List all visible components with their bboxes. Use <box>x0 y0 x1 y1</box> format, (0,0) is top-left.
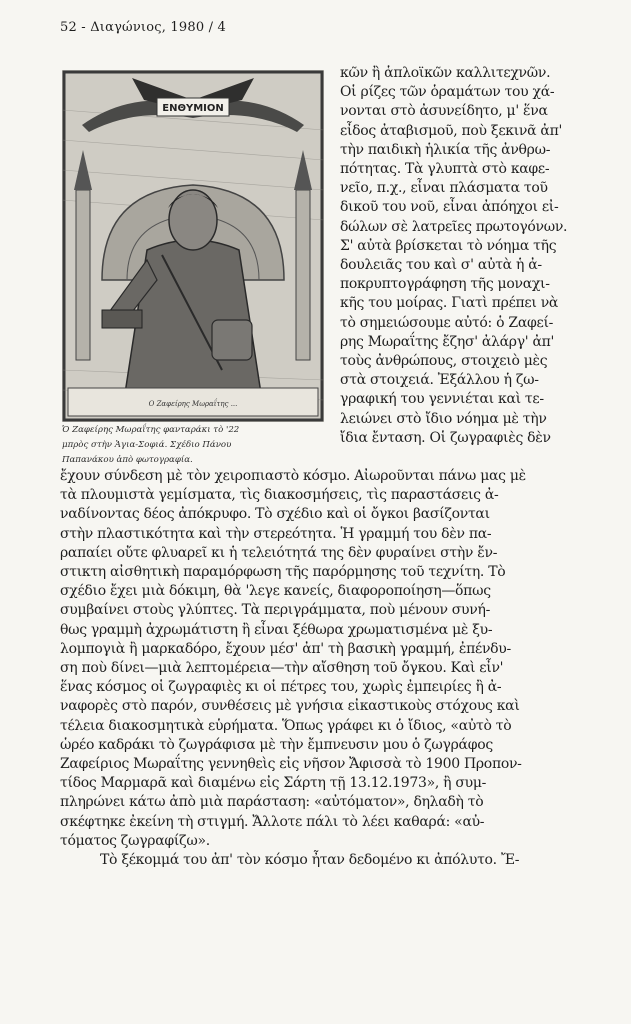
text-line: σχέδιο ἔχει μιὰ δόκιμη, θὰ 'λεγε κανείς, διαφοροποίηση—ὅπως <box>60 583 491 600</box>
text-line: τοὺς ἀνθρώπους, στοιχειὸ μὲς <box>340 353 548 370</box>
text-line: τίδος Μαρμαρᾶ καὶ διαμένω εἰς Σάρτη τῇ 13.12.1973», ἢ συμ- <box>60 775 487 792</box>
text-line: δώλων σὲ λατρεῖες πρωτογόνων. <box>340 218 568 235</box>
text-line: στικτη αἰσθητικὴ παραμόρφωση τῆς παρόρμησης τοῦ τεχνίτη. Τὸ <box>60 564 506 581</box>
text-line: σκέφτηκε ἐκείνη τὴ στιγμή. Ἄλλοτε πάλι τὸ λέει καθαρά: «αὐ- <box>60 813 485 830</box>
figure-caption <box>62 423 330 468</box>
text-line: ποκρυπτογράφηση τῆς μοναχι- <box>340 276 550 293</box>
text-line: τέλεια διακοσμητικὰ εὑρήματα. Ὅπως γράφει κι ὁ ἴδιος, «αὐτὸ τὸ <box>60 717 512 734</box>
text-line: ἔχουν σύνδεση μὲ τὸν χειροπιαστὸ κόσμο. Αἰωροῦνται πάνω μας μὲ <box>60 468 526 484</box>
text-line: Τὸ ξέκομμά του ἀπ' τὸν κόσμο ἦταν δεδομένο κι ἀπόλυτο. Ἔ- <box>100 852 520 869</box>
text-line: ραπαίει οὔτε φλυαρεῖ κι ἡ τελειότητά της δὲν φυραίνει στὴν ἔν- <box>60 544 498 561</box>
signature-text: Ο Ζαφείρης Μωραΐτης ... <box>148 400 238 408</box>
caption-line: μπρὸς στὴν Ἁγια-Σοφιά. Σχέδιο Πάνου <box>62 440 232 450</box>
side-column-text <box>340 64 602 448</box>
text-line: τὰ πλουμιστὰ γεμίσματα, τὶς διακοσμήσεις, τὶς παραστάσεις ἀ- <box>60 487 499 504</box>
text-line: πότητας. Τὰ γλυπτὰ στὸ καφε- <box>340 161 550 178</box>
text-line: ἕνας κόσμος οἱ ζωγραφιὲς κι οἱ πέτρες του, χωρὶς ἐμπειρίες ἢ ἀ- <box>60 679 502 696</box>
text-line: τὸ σημειώσουμε αὐτό: ὁ Ζαφεί- <box>340 314 554 331</box>
caption-line: Ὁ Ζαφείρης Μωραΐτης φανταράκι τὸ '22 <box>62 425 240 435</box>
text-line: ναδίνοντας δέος ἀπόκρυφο. Τὸ σχέδιο καὶ οἱ ὄγκοι βασίζονται <box>60 506 490 523</box>
text-line: γραφική του γεννιέται καὶ τε- <box>340 391 544 408</box>
text-line: Οἱ ρίζες τῶν ὁραμάτων του χά- <box>340 84 555 101</box>
text-line: ρης Μωραΐτης ἔζησ' ἀλάργ' ἀπ' <box>340 333 555 350</box>
text-line: κῶν ἢ ἁπλοϊκῶν καλλιτεχνῶν. <box>340 65 551 81</box>
banner-text: ΕΝΘΥΜΙΟΝ <box>162 103 224 114</box>
text-line: τόματος ζωγραφίζω». <box>60 832 210 849</box>
text-line: λομπογιὰ ἢ μαρκαδόρο, ἔχουν μέσ' ἀπ' τὴ βασικὴ γραμμή, ἐπένδυ- <box>60 640 511 657</box>
text-line: Ζαφείριος Μωραΐτης γεννηθεὶς εἰς νῆσον Ἄφισσὰ τὸ 1900 Προπον- <box>60 756 522 773</box>
text-line: εἶδος ἀταβισμοῦ, ποὺ ξεκινᾶ ἀπ' <box>340 122 563 139</box>
text-line: δικοῦ του νοῦ, εἶναι ἀπόηχοι εἰ- <box>340 199 559 216</box>
text-line: στὰ στοιχειά. Ἐξάλλου ἡ ζω- <box>340 372 539 389</box>
body-text <box>60 467 602 870</box>
illustration <box>62 70 324 422</box>
text-line: τὴν παιδικὴ ἡλικία τῆς ἀνθρω- <box>340 141 551 158</box>
text-line: ὡρέο καδράκι τὸ ζωγράφισα μὲ τὴν ἔμπνευσιν μου ὁ ζωγράφος <box>60 736 493 753</box>
text-line: στὴν πλαστικότητα καὶ τὴν στερεότητα. Ἡ γραμμή του δὲν πα- <box>60 525 492 542</box>
text-line: κῆς του μοίρας. Γιατὶ πρέπει νὰ <box>340 295 559 312</box>
page-header: 52 - Διαγώνιος, 1980 / 4 <box>60 20 227 35</box>
text-line: θως γραμμὴ ἀχρωμάτιστη ἢ εἶναι ξέθωρα χρωματισμένα μὲ ξυ- <box>60 621 493 638</box>
caption-line: Παπανάκου ἀπὸ φωτογραφία. <box>62 455 193 465</box>
drawing-soldier-hagia-sophia <box>62 70 324 422</box>
text-line: δουλειᾶς του καὶ σ' αὐτὰ ἡ ἀ- <box>340 257 542 274</box>
text-line: συμβαίνει στοὺς γλύπτες. Τὰ περιγράμματα, ποὺ μένουν συνή- <box>60 602 490 619</box>
text-line: λειώνει στὸ ἴδιο νόημα μὲ τὴν <box>340 410 547 427</box>
text-line: Σ' αὐτὰ βρίσκεται τὸ νόημα τῆς <box>340 237 557 254</box>
text-line: ση ποὺ δίνει—μιὰ λεπτομέρεια—τὴν αἴσθηση τοῦ ὄγκου. Καὶ εἶν' <box>60 660 504 677</box>
text-line: νεῖο, π.χ., εἶναι πλάσματα τοῦ <box>340 180 548 197</box>
text-line: ναφορὲς στὸ παρόν, συνθέσεις μὲ γνήσια εἰκαστικοὺς στόχους καὶ <box>60 698 520 715</box>
text-line: ἴδια ἔνταση. Οἱ ζωγραφιὲς δὲν <box>340 429 551 446</box>
text-line: νονται στὸ ἀσυνείδητο, μ' ἕνα <box>340 103 548 120</box>
text-line: πληρώνει κάτω ἀπὸ μιὰ παράσταση: «αὐτόματον», δηλαδὴ τὸ <box>60 794 484 811</box>
